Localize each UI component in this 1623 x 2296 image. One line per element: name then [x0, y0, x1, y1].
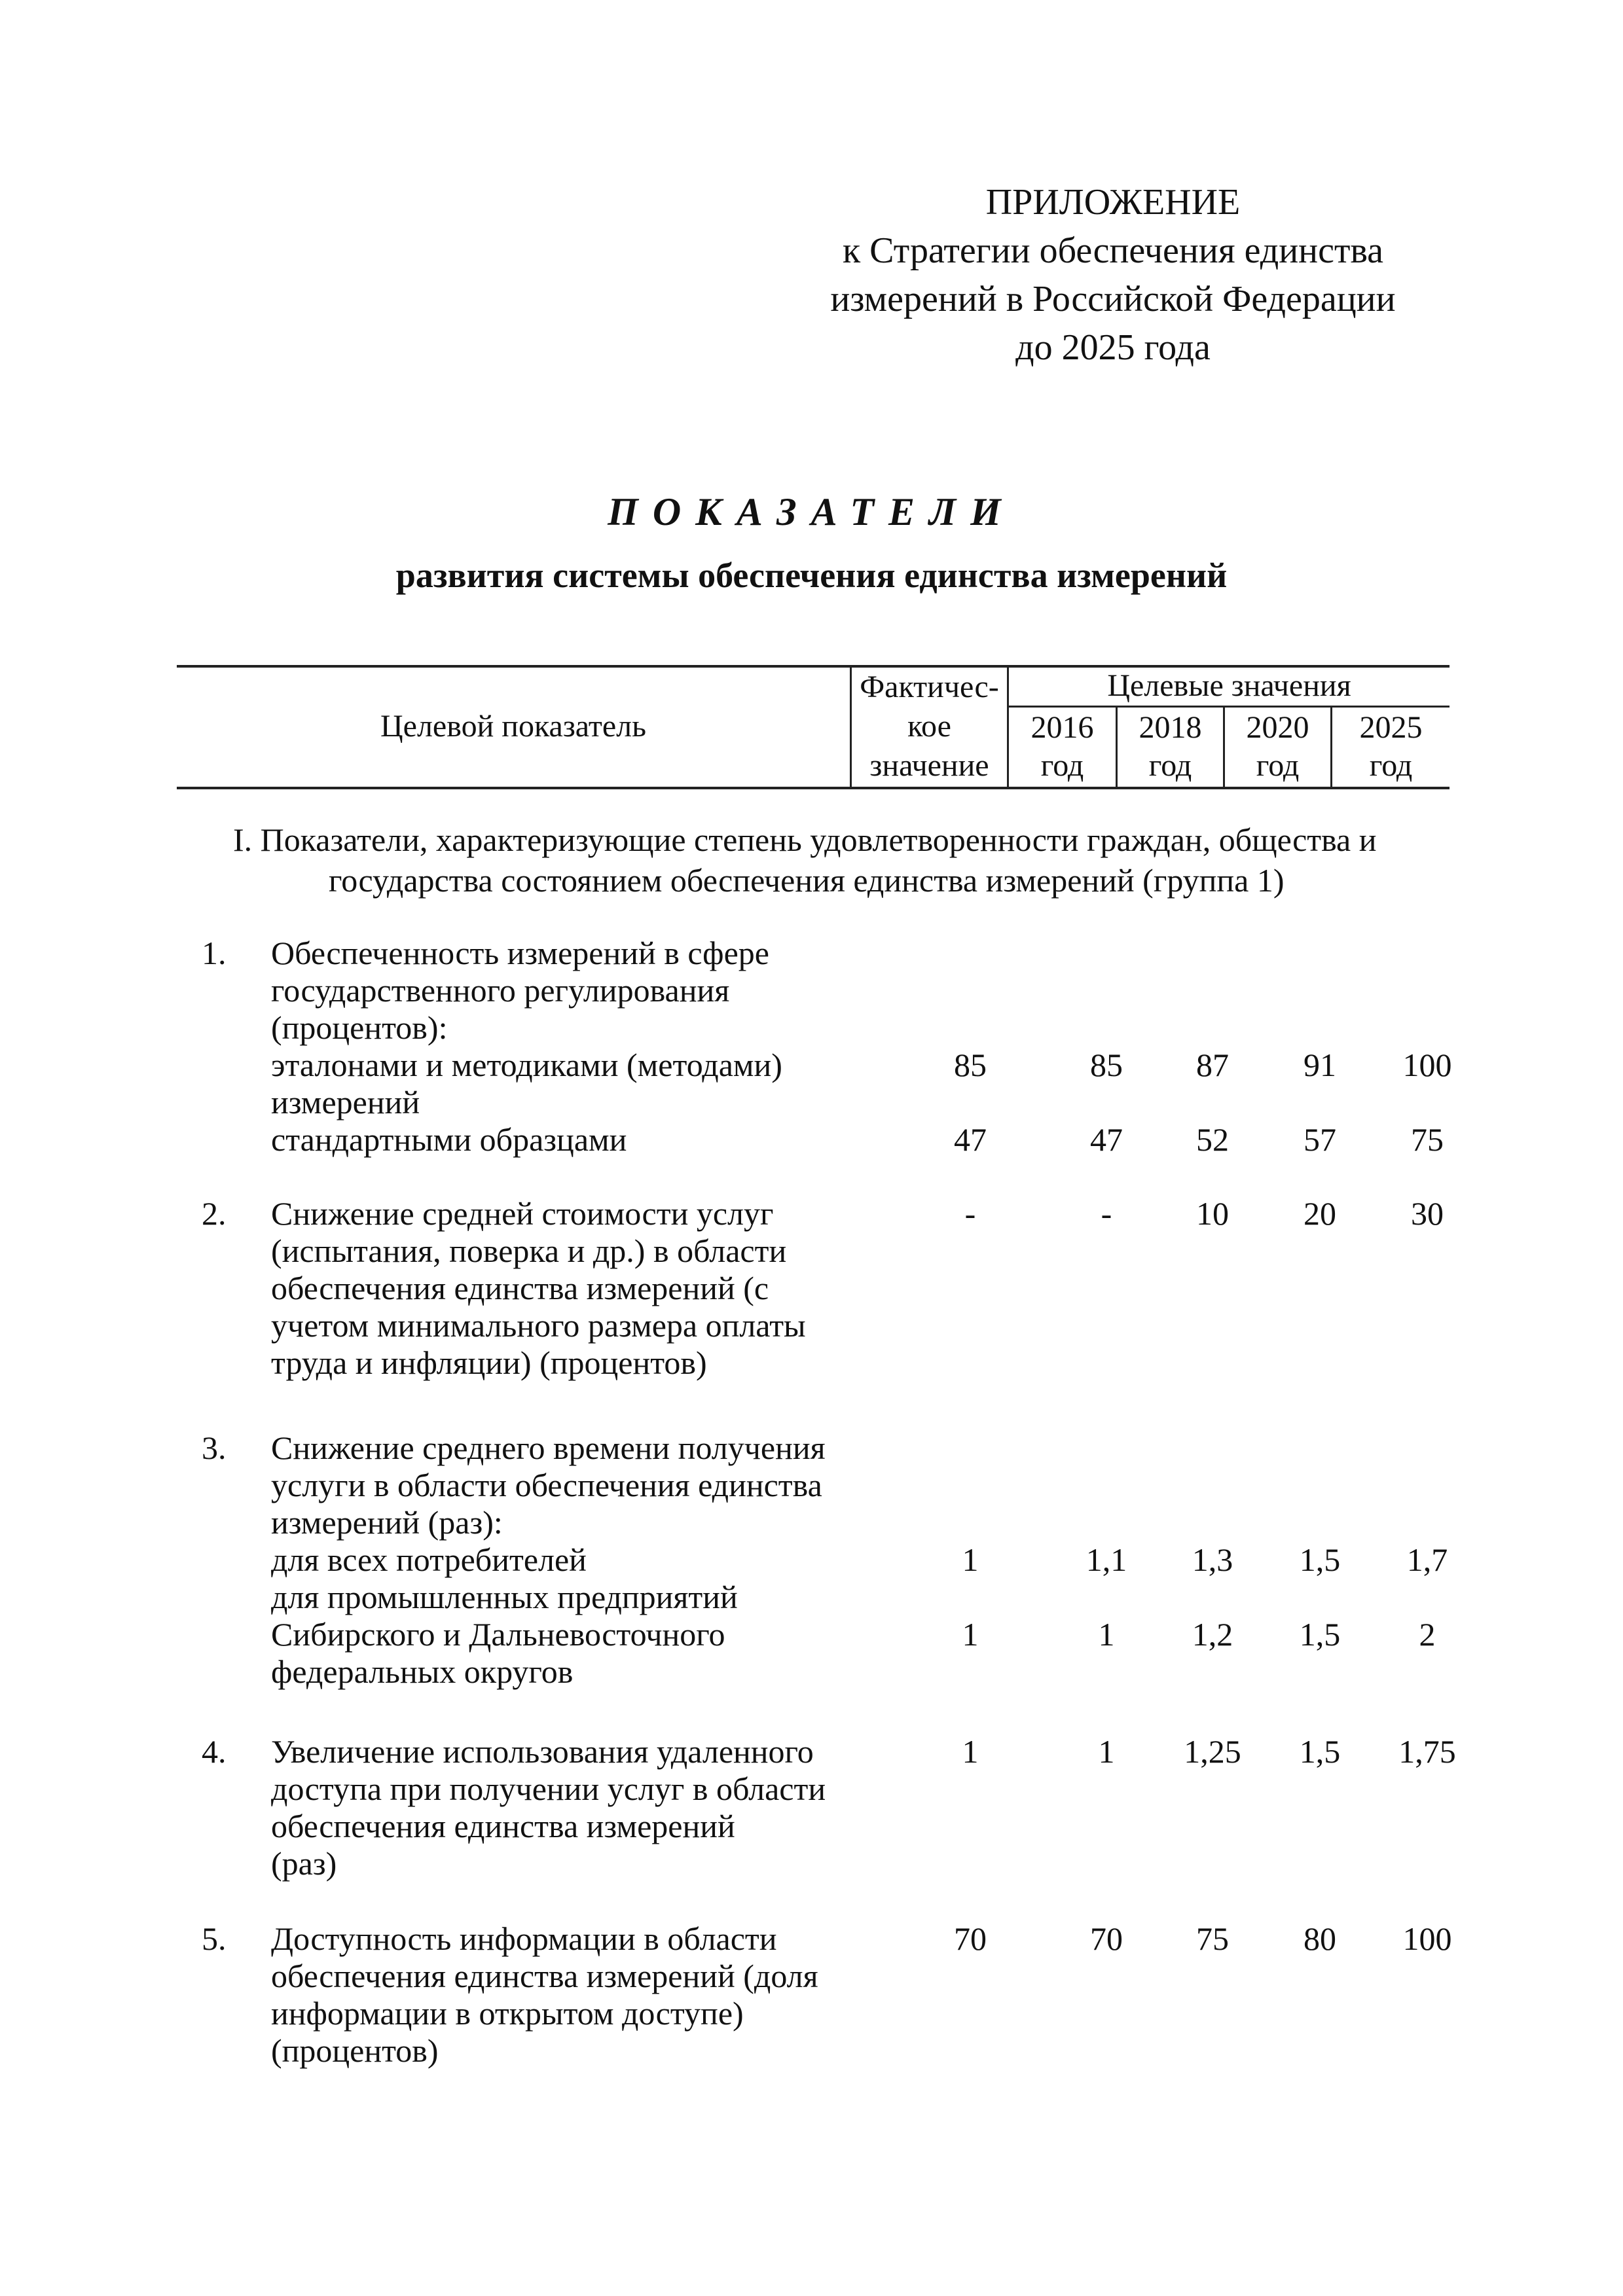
row-text-line: Снижение среднего времени получения: [271, 1429, 826, 1466]
row-text-line: обеспечения единства измерений: [271, 1808, 735, 1844]
header-year: 2025: [1359, 710, 1423, 745]
document-title: ПОКАЗАТЕЛИ: [608, 490, 1015, 533]
value-actual: 1: [962, 1616, 979, 1653]
header-actual-line: значение: [869, 748, 989, 783]
value-actual: 47: [954, 1121, 987, 1158]
appendix-line: измерений в Российской Федерации: [830, 279, 1396, 319]
value-target-2025: 2: [1419, 1616, 1436, 1653]
value-actual: 85: [954, 1047, 987, 1083]
value-target-2018: 10: [1196, 1195, 1229, 1232]
row-text-line: измерений (раз):: [271, 1504, 503, 1541]
value-target-2020: 1,5: [1299, 1733, 1341, 1770]
row-text-line: (раз): [271, 1845, 337, 1882]
row-text-line: эталонами и методиками (методами): [271, 1047, 782, 1083]
value-target-2020: 57: [1304, 1121, 1336, 1158]
row-values: [177, 1616, 1450, 1653]
row-values: [177, 1121, 1450, 1158]
row-number: 5.: [202, 1920, 227, 1957]
row-values: [177, 1733, 1456, 1770]
value-target-2016: 70: [1090, 1920, 1123, 1957]
row-text-line: для всех потребителей: [271, 1541, 587, 1578]
appendix-title: ПРИЛОЖЕНИЕ: [985, 182, 1241, 223]
row-text-line: доступа при получении услуг в области: [271, 1770, 826, 1807]
value-target-2020: 20: [1304, 1195, 1336, 1232]
row-number: 2.: [202, 1195, 227, 1232]
value-target-2016: 47: [1090, 1121, 1123, 1158]
row-text-line: для промышленных предприятий: [271, 1579, 738, 1615]
row-text-line: услуги в области обеспечения единства: [271, 1467, 822, 1503]
value-target-2025: 30: [1411, 1195, 1444, 1232]
value-actual: 70: [954, 1920, 987, 1957]
header-year: 2018: [1139, 710, 1202, 745]
value-target-2025: 1,7: [1406, 1541, 1448, 1578]
value-target-2025: 100: [1402, 1047, 1452, 1083]
value-target-2018: 52: [1196, 1121, 1229, 1158]
row-text-line: Обеспеченность измерений в сфере: [271, 935, 769, 971]
value-actual: 1: [962, 1733, 979, 1770]
value-target-2018: 75: [1196, 1920, 1229, 1957]
row-text-line: Увеличение использования удаленного: [271, 1733, 814, 1770]
header-year: 2020: [1246, 710, 1309, 745]
value-target-2016: -: [1101, 1195, 1112, 1232]
value-target-2016: 1,1: [1085, 1541, 1127, 1578]
value-target-2025: 1,75: [1398, 1733, 1456, 1770]
header-year-unit: год: [1148, 748, 1192, 783]
document-subtitle: развития системы обеспечения единства измерений: [395, 556, 1228, 595]
value-target-2016: 1: [1098, 1733, 1115, 1770]
section-heading-line: I. Показатели, характеризующие степень удовлетворенности граждан, общества и: [233, 821, 1377, 858]
value-target-2020: 80: [1304, 1920, 1336, 1957]
value-target-2018: 1,2: [1192, 1616, 1233, 1653]
header-target: Целевые значения: [1107, 668, 1351, 703]
row-text-line: измерений: [271, 1084, 420, 1121]
value-target-2016: 85: [1090, 1047, 1123, 1083]
row-text-line: Снижение средней стоимости услуг: [271, 1195, 774, 1232]
value-target-2016: 1: [1098, 1616, 1115, 1653]
appendix-line: к Стратегии обеспечения единства: [842, 230, 1384, 271]
row-text-line: стандартными образцами: [271, 1121, 627, 1158]
value-target-2020: 1,5: [1299, 1616, 1341, 1653]
row-text-line: информации в открытом доступе): [271, 1995, 744, 2032]
row-text-line: Сибирского и Дальневосточного: [271, 1616, 725, 1653]
row-text-line: (процентов):: [271, 1009, 448, 1046]
header-actual-line: Фактичес-: [860, 670, 999, 704]
section-heading: [177, 819, 1450, 901]
section-heading-line: государства состоянием обеспечения единства измерений (группа 1): [329, 862, 1285, 899]
row-text-line: (испытания, поверка и др.) в области: [271, 1232, 787, 1269]
appendix-line: до 2025 года: [1015, 327, 1211, 368]
header-actual-line: кое: [907, 709, 951, 744]
row-text-line: федеральных округов: [271, 1653, 574, 1690]
row-text-line: учетом минимального размера оплаты: [271, 1307, 806, 1344]
value-target-2018: 1,25: [1184, 1733, 1241, 1770]
value-actual: -: [964, 1195, 976, 1232]
row-number: 3.: [202, 1429, 227, 1466]
value-target-2018: 1,3: [1192, 1541, 1233, 1578]
value-target-2025: 100: [1402, 1920, 1452, 1957]
row-text-line: государственного регулирования: [271, 972, 730, 1009]
row-text-line: (процентов): [271, 2032, 439, 2069]
value-target-2018: 87: [1196, 1047, 1229, 1083]
header-year: 2016: [1030, 710, 1094, 745]
row-text-line: обеспечения единства измерений (доля: [271, 1958, 818, 1994]
row-text-line: труда и инфляции) (процентов): [271, 1344, 707, 1381]
row-values: [177, 1195, 1450, 1232]
row-text-line: обеспечения единства измерений (с: [271, 1270, 769, 1306]
value-target-2020: 1,5: [1299, 1541, 1341, 1578]
row-text-line: Доступность информации в области: [271, 1920, 777, 1957]
value-actual: 1: [962, 1541, 979, 1578]
header-indicator: Целевой показатель: [380, 709, 646, 744]
row-values: [177, 1047, 1450, 1084]
value-target-2025: 75: [1411, 1121, 1444, 1158]
row-number: 1.: [202, 935, 227, 971]
header-year-unit: год: [1256, 748, 1300, 783]
row-number: 4.: [202, 1733, 227, 1770]
header-year-unit: год: [1040, 748, 1084, 783]
header-bottom-rule: [177, 787, 1450, 789]
value-target-2020: 91: [1304, 1047, 1336, 1083]
row-values: [177, 1920, 1450, 1958]
row-values: [177, 1541, 1450, 1579]
appendix-header: [812, 178, 1414, 372]
table-header: [177, 665, 1450, 789]
header-mid-rule: [1007, 706, 1450, 708]
header-year-unit: год: [1369, 748, 1413, 783]
